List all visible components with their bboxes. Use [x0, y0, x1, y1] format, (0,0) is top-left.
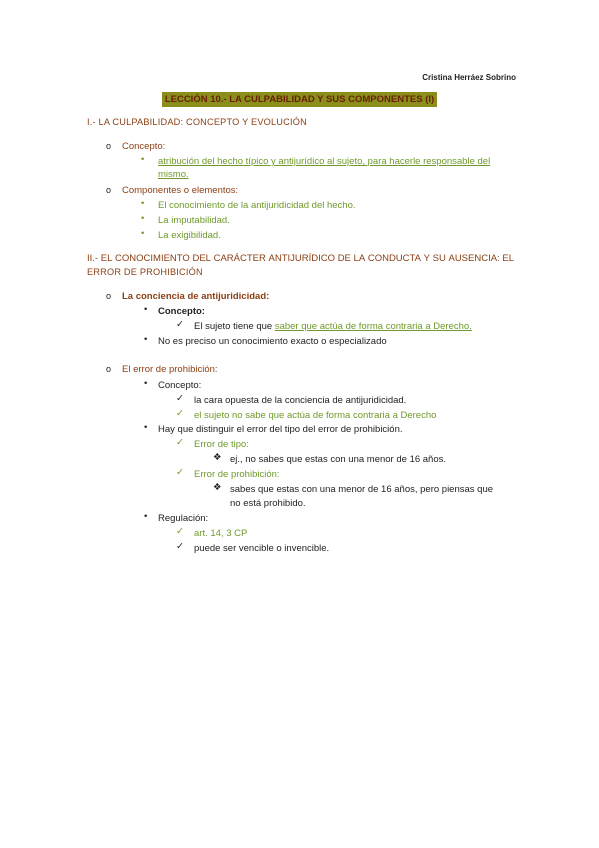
check-icon: ✓	[176, 437, 184, 448]
bullet-marker: •	[144, 304, 148, 315]
heading-word: EL	[100, 253, 113, 264]
section2-heading-line2: ERROR DE PROHIBICIÓN	[87, 267, 203, 277]
concepto-sentence	[194, 321, 472, 332]
diamond-icon: ❖	[213, 482, 222, 493]
bullet-marker: •	[144, 378, 148, 389]
check-icon: ✓	[176, 467, 184, 478]
error-prohibicion-line1: sabes que estas con una menor de 16 años, pero piensas que	[230, 484, 494, 495]
check-icon: ✓	[176, 541, 184, 552]
componente-item: La imputabilidad.	[158, 215, 230, 226]
diamond-icon: ❖	[213, 452, 222, 463]
regulacion-label: Regulación:	[158, 513, 209, 524]
title-wrap	[0, 92, 599, 107]
error-prohibicion-label: El error de prohibición:	[122, 364, 218, 375]
lesson-title: LECCIÓN 10.- LA CULPABILIDAD Y SUS COMPONENTES (I)	[162, 92, 437, 107]
no-preciso-text: No es preciso un conocimiento exacto o especializado	[158, 336, 387, 347]
conciencia-label: La conciencia de antijuridicidad:	[122, 291, 270, 302]
regulacion-item: art. 14, 3 CP	[194, 528, 248, 539]
bullet-marker: •	[141, 228, 145, 239]
concepto-prefix: El sujeto tiene que	[194, 321, 275, 332]
bullet-marker: •	[141, 213, 145, 224]
check-icon: ✓	[176, 393, 184, 404]
bullet-marker: •	[144, 511, 148, 522]
bullet-marker: •	[141, 198, 145, 209]
componente-item: El conocimiento de la antijuridicidad del hecho.	[158, 200, 356, 211]
heading-word: CARÁCTER	[213, 253, 266, 264]
section1-heading: I.- LA CULPABILIDAD: CONCEPTO Y EVOLUCIÓN	[87, 117, 307, 127]
concepto-link: saber que actúa de forma contraria a Derecho.	[274, 321, 472, 332]
heading-word: AUSENCIA:	[448, 253, 500, 264]
heading-word: CONDUCTA	[367, 253, 421, 264]
heading-word: II.-	[87, 253, 99, 264]
concepto-def-line2: mismo.	[158, 169, 189, 180]
componentes-label: Componentes o elementos:	[122, 185, 239, 196]
concepto-label: Concepto:	[122, 141, 166, 152]
circle-marker: o	[106, 364, 112, 374]
heading-word: SU	[432, 253, 446, 264]
concepto-def-line1: atribución del hecho típico y antijurídico al sujeto, para hacerle responsable del	[158, 156, 491, 167]
heading-word: LA	[353, 253, 366, 264]
circle-marker: o	[106, 291, 112, 301]
error-concepto-item: la cara opuesta de la conciencia de antijuridicidad.	[194, 395, 407, 406]
heading-word: DE	[337, 253, 351, 264]
bullet-marker: •	[144, 422, 148, 433]
check-icon: ✓	[176, 408, 184, 419]
heading-word: CONOCIMIENTO	[115, 253, 190, 264]
heading-word: EL	[502, 253, 514, 264]
heading-word: DEL	[192, 253, 211, 264]
author-name: Cristina Herráez Sobrino	[422, 73, 516, 82]
check-icon: ✓	[176, 526, 184, 537]
error-concepto-item: el sujeto no sabe que actúa de forma contraria a Derecho	[194, 410, 437, 421]
componente-item: La exigibilidad.	[158, 230, 221, 241]
regulacion-item: puede ser vencible o invencible.	[194, 543, 330, 554]
concepto-label-2: Concepto:	[158, 306, 205, 317]
error-concepto-label: Concepto:	[158, 380, 202, 391]
section2-heading-line1	[87, 253, 514, 264]
circle-marker: o	[106, 185, 112, 195]
error-prohibicion-sublabel: Error de prohibición:	[194, 469, 280, 480]
bullet-marker: •	[144, 334, 148, 345]
check-icon: ✓	[176, 319, 184, 330]
error-tipo-label: Error de tipo:	[194, 439, 249, 450]
distinguir-text: Hay que distinguir el error del tipo del error de prohibición.	[158, 424, 403, 435]
error-prohibicion-line2: no está prohibido.	[230, 498, 306, 509]
bullet-marker: •	[141, 154, 145, 165]
error-tipo-example: ej., no sabes que estas con una menor de 16 años.	[230, 454, 447, 465]
heading-word: ANTIJURÍDICO	[268, 253, 336, 264]
heading-word: Y	[423, 253, 430, 264]
circle-marker: o	[106, 141, 112, 151]
